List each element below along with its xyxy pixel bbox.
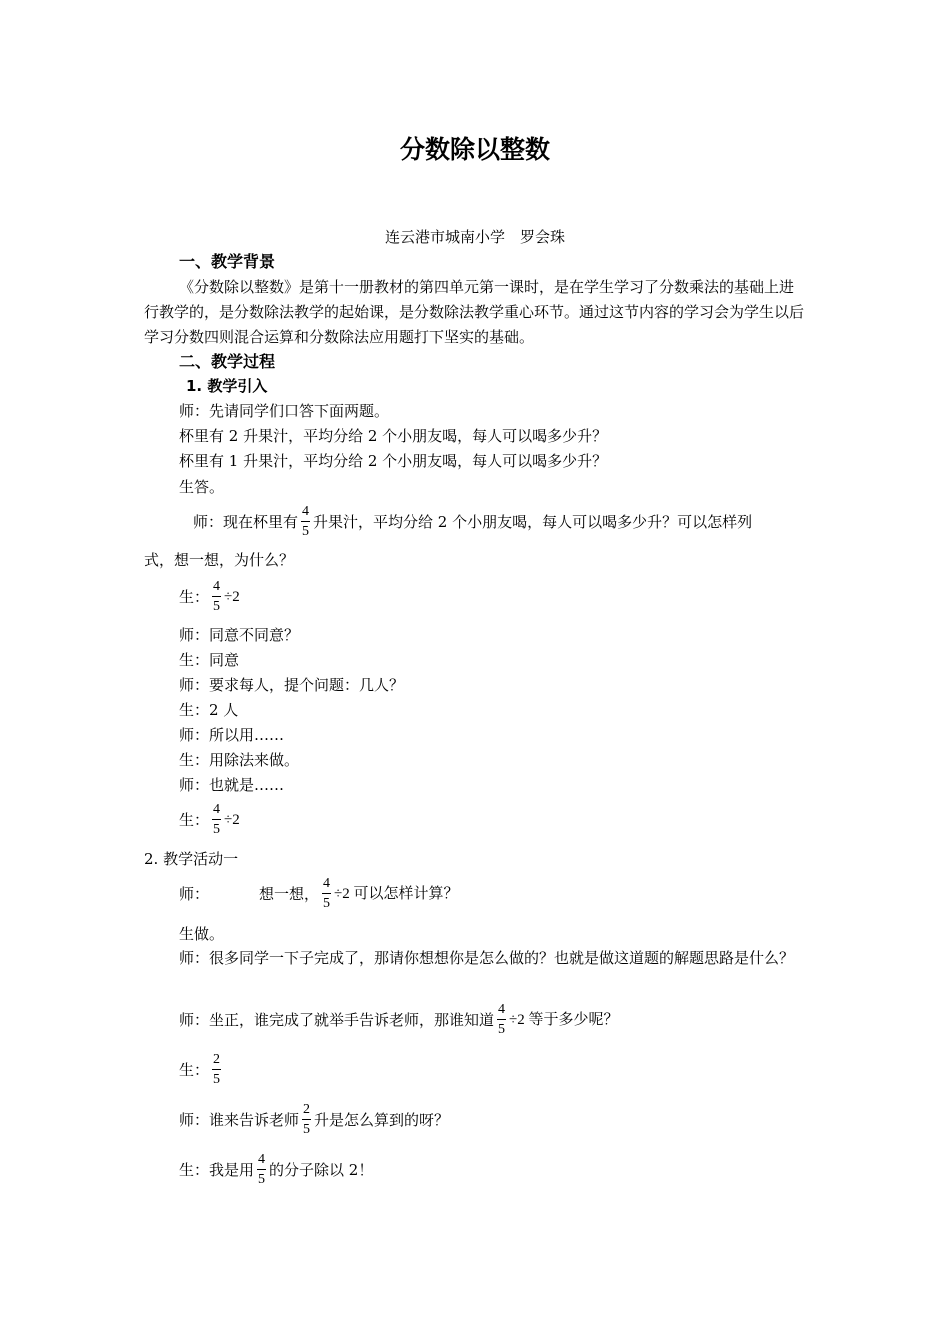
fraction-denominator: 5	[257, 1169, 266, 1189]
line-text: 生：我是用	[179, 1160, 255, 1179]
dialogue-line	[179, 800, 240, 839]
author-line: 连云港市城南小学 罗会珠	[384, 228, 565, 246]
fraction-four-fifths	[497, 1000, 506, 1039]
dialogue-line	[179, 874, 459, 913]
fraction-numerator: 4	[323, 876, 331, 891]
fraction-numerator: 2	[303, 1102, 311, 1117]
dialogue-line: 杯里有 2 升果汁，平均分给 2 个小朋友喝，每人可以喝多少升？	[179, 427, 608, 445]
line-text: 生：	[179, 810, 210, 829]
dialogue-line: 师：所以用……	[179, 726, 285, 744]
dialogue-line: 生：2 人	[179, 701, 239, 719]
fraction-denominator: 5	[301, 521, 310, 541]
subsection-intro: 1. 教学引入	[186, 377, 268, 395]
document-title: 分数除以整数	[399, 135, 550, 164]
dialogue-line: 杯里有 1 升果汁，平均分给 2 个小朋友喝，每人可以喝多少升？	[179, 452, 608, 470]
dialogue-line: 师：先请同学们口答下面两题。	[179, 402, 390, 420]
fraction-denominator: 5	[497, 1019, 506, 1039]
fraction-two-fifths	[302, 1100, 311, 1139]
dialogue-line: 生做。	[179, 925, 225, 943]
dialogue-line: 师：同意不同意？	[179, 626, 300, 644]
line-text: 想一想，	[259, 884, 320, 903]
dialogue-line: 式，想一想，为什么？	[144, 551, 295, 569]
dialogue-line: 生：用除法来做。	[179, 751, 300, 769]
fraction-denominator: 5	[212, 1069, 221, 1089]
section-heading-process: 二、教学过程	[179, 352, 276, 371]
fraction-denominator: 5	[322, 893, 331, 913]
fraction-four-fifths	[212, 800, 221, 839]
fraction-numerator: 2	[213, 1052, 221, 1067]
subsection-activity-one: 2. 教学活动一	[144, 850, 239, 868]
dialogue-line	[193, 502, 752, 541]
background-paragraph: 《分数除以整数》是第十一册教材的第四单元第一课时，是在学生学习了分数乘法的基础上进行教学的，是分数除法教学的起始课，是分数除法教学重心环节。通过这节内容的学习会为学生以后学习分数四则混合运算和分数除法应用题打下坚实的基础。	[144, 278, 805, 346]
line-text: ÷2 可以怎样计算？	[334, 885, 459, 902]
line-text: 生：	[179, 1060, 210, 1079]
fraction-four-fifths	[301, 502, 310, 541]
dialogue-line	[179, 1150, 373, 1189]
line-text: 师：现在杯里有	[193, 512, 299, 531]
dialogue-line	[179, 1100, 449, 1139]
dialogue-line: 生：同意	[179, 651, 240, 669]
dialogue-line	[179, 577, 240, 616]
line-text: 生：	[179, 587, 210, 606]
line-text: 升是怎么算到的呀？	[314, 1110, 450, 1129]
dialogue-line	[179, 1000, 619, 1039]
fraction-numerator: 4	[498, 1002, 506, 1017]
fraction-numerator: 4	[213, 802, 221, 817]
division-expression: ÷2	[224, 811, 240, 828]
dialogue-paragraph: 师：很多同学一下子完成了，那请你想想你是怎么做的？也就是做这道题的解题思路是什么？	[179, 949, 795, 967]
dialogue-line: 师：要求每人，提个问题：几人？	[179, 676, 405, 694]
fraction-numerator: 4	[213, 579, 221, 594]
fraction-denominator: 5	[212, 596, 221, 616]
dialogue-line: 生答。	[179, 478, 225, 496]
line-text: 的分子除以 2！	[269, 1160, 374, 1179]
section-heading-background: 一、教学背景	[179, 252, 276, 271]
fraction-four-fifths	[212, 577, 221, 616]
fraction-two-fifths	[212, 1050, 221, 1089]
line-text: 升果汁，平均分给 2 个小朋友喝，每人可以喝多少升？可以怎样列	[313, 512, 753, 531]
fraction-denominator: 5	[302, 1119, 311, 1139]
fraction-four-fifths	[322, 874, 331, 913]
dialogue-line: 师：也就是……	[179, 776, 285, 794]
line-text: 师：	[179, 884, 210, 903]
fraction-numerator: 4	[302, 504, 310, 519]
dialogue-line	[179, 1050, 224, 1089]
line-text: 师：谁来告诉老师	[179, 1110, 300, 1129]
line-text: 师：坐正，谁完成了就举手告诉老师，那谁知道	[179, 1010, 495, 1029]
division-expression: ÷2	[224, 588, 240, 605]
fraction-denominator: 5	[212, 819, 221, 839]
fraction-four-fifths	[257, 1150, 266, 1189]
line-text: ÷2 等于多少呢？	[509, 1011, 619, 1028]
fraction-numerator: 4	[258, 1152, 266, 1167]
